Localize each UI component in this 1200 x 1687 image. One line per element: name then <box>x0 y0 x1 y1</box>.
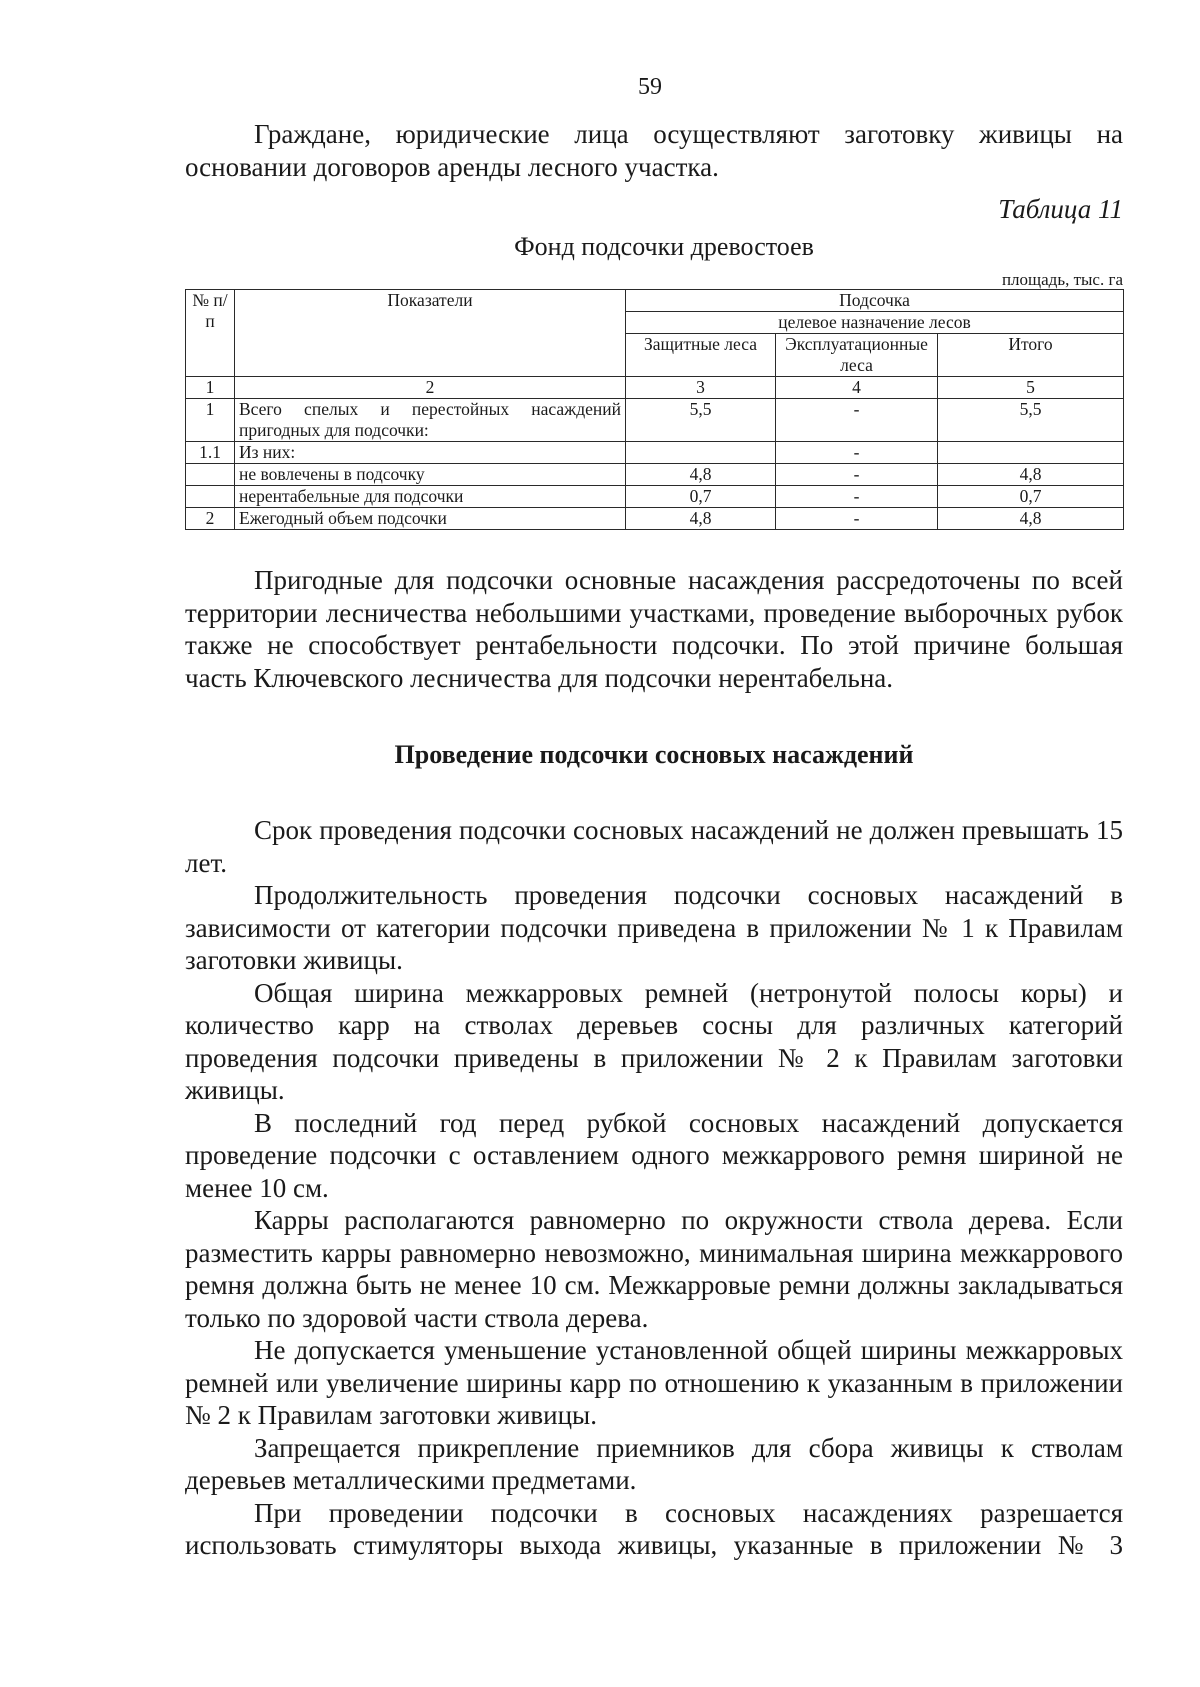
section-heading: Проведение подсочки сосновых насаждений <box>394 740 914 769</box>
row-label: Из них: <box>235 442 626 464</box>
header-group: Подсочка <box>626 290 1124 312</box>
row-label: не вовлечены в подсочку <box>235 464 626 486</box>
header-total: Итого <box>938 334 1124 377</box>
row-total: 4,8 <box>938 508 1124 530</box>
row-label: нерентабельные для подсочки <box>235 486 626 508</box>
row-num: 2 <box>186 508 235 530</box>
row-label: Ежегодный объем подсочки <box>235 508 626 530</box>
table-row <box>186 442 1124 464</box>
section-paragraph: Карры располагаются равномерно по окружности ствола дерева. Если разместить карры равномерно невозможно, минимальная ширина межкаррового ремня должна быть не менее 10 см. Межкарровые ремни должны закладываться только по здоровой части ствола дерева. <box>185 1205 1123 1333</box>
header-num: № п/п <box>186 290 235 377</box>
header-protective: Защитные леса <box>626 334 776 377</box>
column-number: 5 <box>938 377 1124 399</box>
row-num <box>186 486 235 508</box>
section-paragraph: Запрещается прикрепление приемников для сбора живицы к стволам деревьев металлическими предметами. <box>185 1432 1123 1495</box>
header-exploitation: Эксплуатационные леса <box>776 334 938 377</box>
section-paragraph: Не допускается уменьшение установленной общей ширины межкарровых ремней или увеличение ширины карр по отношению к указанным в приложении № 2 к Правилам заготовки живицы. <box>185 1335 1123 1430</box>
row-protective: 5,5 <box>626 399 776 442</box>
header-subgroup: целевое назначение лесов <box>626 312 1124 334</box>
section-paragraph: Срок проведения подсочки сосновых насаждений не должен превышать 15 лет. <box>185 815 1123 878</box>
row-total: 4,8 <box>938 464 1124 486</box>
table-unit: площадь, тыс. га <box>1001 270 1123 289</box>
section-paragraph: Продолжительность проведения подсочки сосновых насаждений в зависимости от категории подсочки приведена в приложении № 1 к Правилам заготовки живицы. <box>185 880 1123 975</box>
row-total: 0,7 <box>938 486 1124 508</box>
row-exploitation: - <box>776 486 938 508</box>
table-row <box>186 508 1124 530</box>
page-number: 59 <box>638 74 662 100</box>
column-number: 4 <box>776 377 938 399</box>
header-indicators: Показатели <box>235 290 626 377</box>
page-content <box>185 118 1123 1562</box>
row-protective: 4,8 <box>626 464 776 486</box>
table-number-label: Таблица 11 <box>998 194 1123 224</box>
intro-paragraph: Граждане, юридические лица осуществляют заготовку живицы на основании договоров аренды лесного участка. <box>185 119 1123 182</box>
table-row <box>186 399 1124 442</box>
table-title: Фонд подсочки древостоев <box>514 232 814 261</box>
row-num <box>186 464 235 486</box>
column-number-row <box>186 377 1124 399</box>
row-protective <box>626 442 776 464</box>
section-paragraph: При проведении подсочки в сосновых насаждениях разрешается использовать стимуляторы выхода живицы, указанные в приложении № 3 <box>185 1497 1123 1560</box>
row-num: 1 <box>186 399 235 442</box>
row-protective: 4,8 <box>626 508 776 530</box>
column-number: 3 <box>626 377 776 399</box>
table-row <box>186 464 1124 486</box>
table-header-row <box>186 290 1124 312</box>
row-exploitation: - <box>776 464 938 486</box>
row-total <box>938 442 1124 464</box>
row-exploitation: - <box>776 508 938 530</box>
row-exploitation: - <box>776 442 938 464</box>
row-total: 5,5 <box>938 399 1124 442</box>
column-number: 1 <box>186 377 235 399</box>
table-row <box>186 486 1124 508</box>
section-paragraph: В последний год перед рубкой сосновых насаждений допускается проведение подсочки с оставлением одного межкаррового ремня шириной не менее 10 см. <box>185 1107 1123 1203</box>
row-num: 1.1 <box>186 442 235 464</box>
row-label: Всего спелых и перестойных насаждений пригодных для подсочки: <box>235 399 626 442</box>
row-exploitation: - <box>776 399 938 442</box>
forest-tapping-table <box>185 289 1124 530</box>
section-paragraph: Общая ширина межкарровых ремней (нетронутой полосы коры) и количество карр на стволах деревьев сосны для различных категорий проведения подсочки приведены в приложении № 2 к Правилам заготовки живицы. <box>185 977 1123 1105</box>
column-number: 2 <box>235 377 626 399</box>
paragraph-after-table: Пригодные для подсочки основные насаждения рассредоточены по всей территории лесничества небольшими участками, проведение выборочных рубок также не способствует рентабельности подсочки. По этой причине большая часть Ключевского лесничества для подсочки нерентабельна. <box>185 565 1123 693</box>
row-protective: 0,7 <box>626 486 776 508</box>
